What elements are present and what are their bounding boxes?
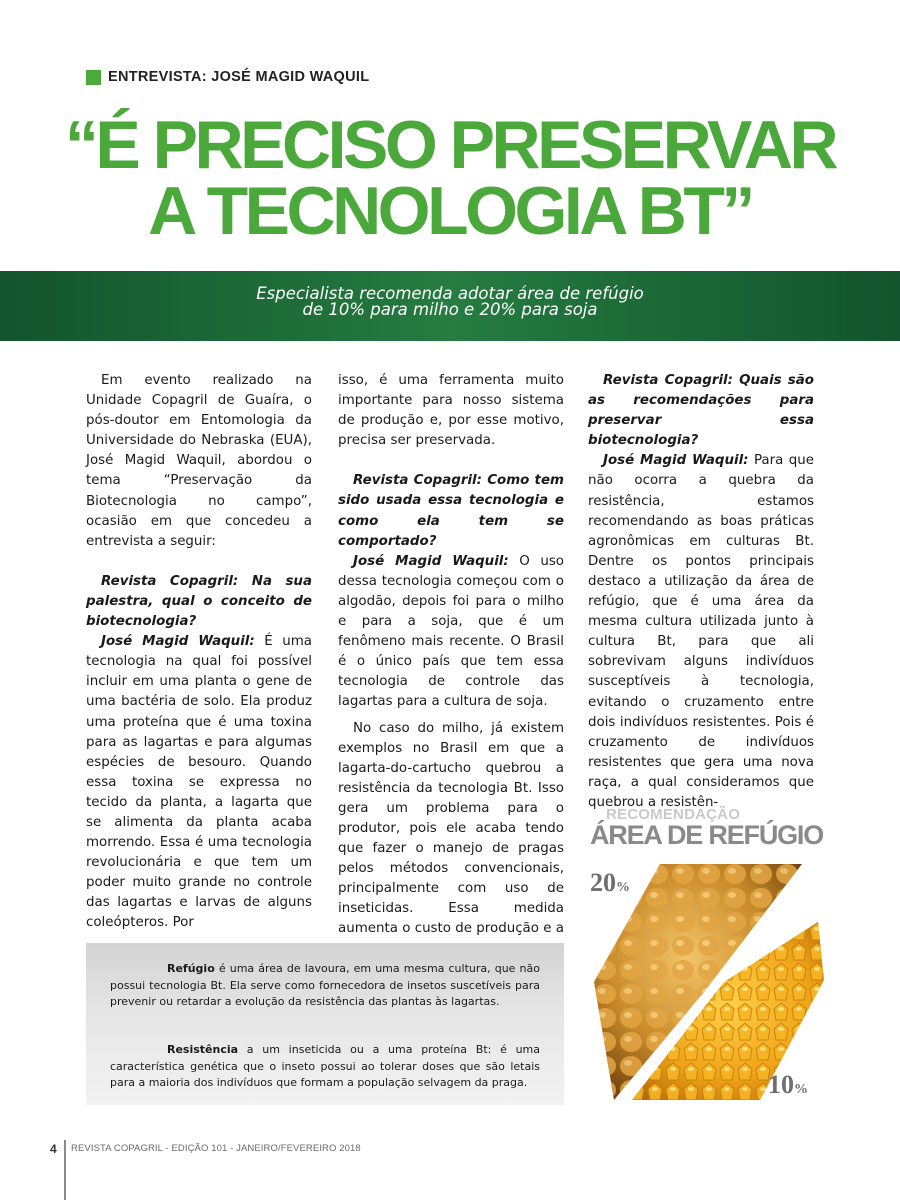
headline xyxy=(0,107,900,249)
infographic-title: ÁREA DE REFÚGIO xyxy=(590,820,824,850)
infographic-label: RECOMENDAÇÃO xyxy=(606,806,741,823)
intro-paragraph: Em evento realizado na Unidade Copagril de Guaíra, o pós-doutor em Entomologia da Universidade do Nebraska (EUA), José Magid Waquil, abordou o tema “Preservação da Biotecnologia no campo”, ocasião em que concedeu a entrevista a seguir: xyxy=(86,373,312,549)
glossary-resistencia xyxy=(110,1042,540,1092)
article-column-2 xyxy=(338,371,564,960)
section-marker xyxy=(86,70,101,85)
glossary-box xyxy=(86,943,564,1105)
subtitle-band xyxy=(0,271,900,341)
soy-percent-value: 20 xyxy=(590,868,616,897)
continuation-paragraph: isso, é uma ferramenta muito importante para nosso sistema de produção e, por esse motivo, precisa ser preservada. xyxy=(338,373,564,449)
speaker-name: José Magid Waquil: xyxy=(353,553,509,569)
answer-2-text: O uso dessa tecnologia começou com o algodão, depois foi para o milho e para a soja, que é um fenômeno mais recente. O Brasil é o único país que tem essa tecnologia de controle das lagartas para a cultura de soja. xyxy=(338,553,564,710)
question-1: Revista Copagril: Na sua palestra, qual o conceito de biotecnologia? xyxy=(86,573,312,630)
subtitle-line-1: Especialista recomenda adotar área de refúgio xyxy=(256,284,644,303)
glossary-refugio xyxy=(110,961,540,1011)
footer-rule xyxy=(64,1140,66,1200)
glossary-definition: é uma área de lavoura, em uma mesma cultura, que não possui tecnologia Bt. Ela serve como fornecedora de insetos suscetíveis para prevenir ou retardar a evolução da resistência das plantas às lagartas. xyxy=(110,962,540,1008)
percent-sign: % xyxy=(616,880,630,895)
question-3: Revista Copagril: Quais são as recomendações para preservar essa biotecnologia? xyxy=(588,373,814,449)
soy-refuge-percent xyxy=(590,868,630,898)
glossary-term: Refúgio xyxy=(167,962,215,975)
speaker-name: José Magid Waquil: xyxy=(603,453,749,469)
speaker-name: José Magid Waquil: xyxy=(101,634,255,650)
footer-publication: REVISTA COPAGRIL - EDIÇÃO 101 - JANEIRO/FEVEREIRO 2018 xyxy=(71,1143,361,1154)
glossary-definition: a um inseticida ou a uma proteína Bt: é uma característica genética que o inseto possui ao tolerar doses que são letais para a maioria dos indivíduos que formam a população selvagem da praga. xyxy=(110,1043,540,1089)
corn-percent-value: 10 xyxy=(768,1070,794,1099)
answer-3 xyxy=(588,451,814,813)
glossary-term: Resistência xyxy=(167,1043,239,1056)
headline-line-1: “É PRECISO PRESERVAR xyxy=(64,107,836,183)
article-column-3 xyxy=(588,371,814,813)
refuge-grain-graphic xyxy=(592,862,826,1102)
subtitle xyxy=(0,286,900,318)
answer-3-text: Para que não ocorra a quebra da resistência, estamos recomendando as boas práticas agronômicas em culturas Bt. Dentre os pontos principais destaco a utilização da área de refúgio, que é uma área da mesma cultura utilizada junto à cultura Bt, para que ali sobrevivam alguns indivíduos susceptíveis à tecnologia, evitando o cruzamento entre dois indivíduos resistentes. Pois é cruzamento de indivíduos resistentes que gera uma nova raça, a qual consideramos que quebrou a resistên- xyxy=(588,453,814,810)
question-2: Revista Copagril: Como tem sido usada essa tecnologia e como ela tem se comportado? xyxy=(338,473,564,549)
corn-refuge-percent xyxy=(768,1070,808,1100)
page-number: 4 xyxy=(50,1142,57,1156)
answer-1-text: É uma tecnologia na qual foi possível incluir em uma planta o gene de uma bactéria de solo. Ela produz uma proteína que é uma toxina para as lagartas e para algumas espécies de besouro. Quando essa toxina se expressa no tecido da planta, a lagarta que se alimenta da planta acaba morrendo. Essa é uma tecnologia revolucionária e que tem um poder muito grande no controle das lagartas e larvas de alguns coleópteros. Por xyxy=(86,634,312,931)
headline-line-2: A TECNOLOGIA BT” xyxy=(148,173,752,249)
subtitle-line-2: de 10% para milho e 20% para soja xyxy=(302,300,598,319)
section-tag xyxy=(86,69,369,85)
article-column-1 xyxy=(86,371,312,934)
answer-2 xyxy=(338,552,564,713)
section-label: ENTREVISTA: JOSÉ MAGID WAQUIL xyxy=(108,69,370,85)
percent-sign: % xyxy=(794,1082,808,1097)
answer-1 xyxy=(86,632,312,933)
corn-paragraph: No caso do milho, já existem exemplos no Brasil em que a lagarta-do-cartucho quebrou a resistência da tecnologia Bt. Isso gera um problema para o produtor, pois ele acaba tendo que fazer o manejo de pragas pelos métodos convencionais, principalmente com uso de inseticidas. Essa medida aumenta o custo de produção e a xyxy=(338,720,564,937)
